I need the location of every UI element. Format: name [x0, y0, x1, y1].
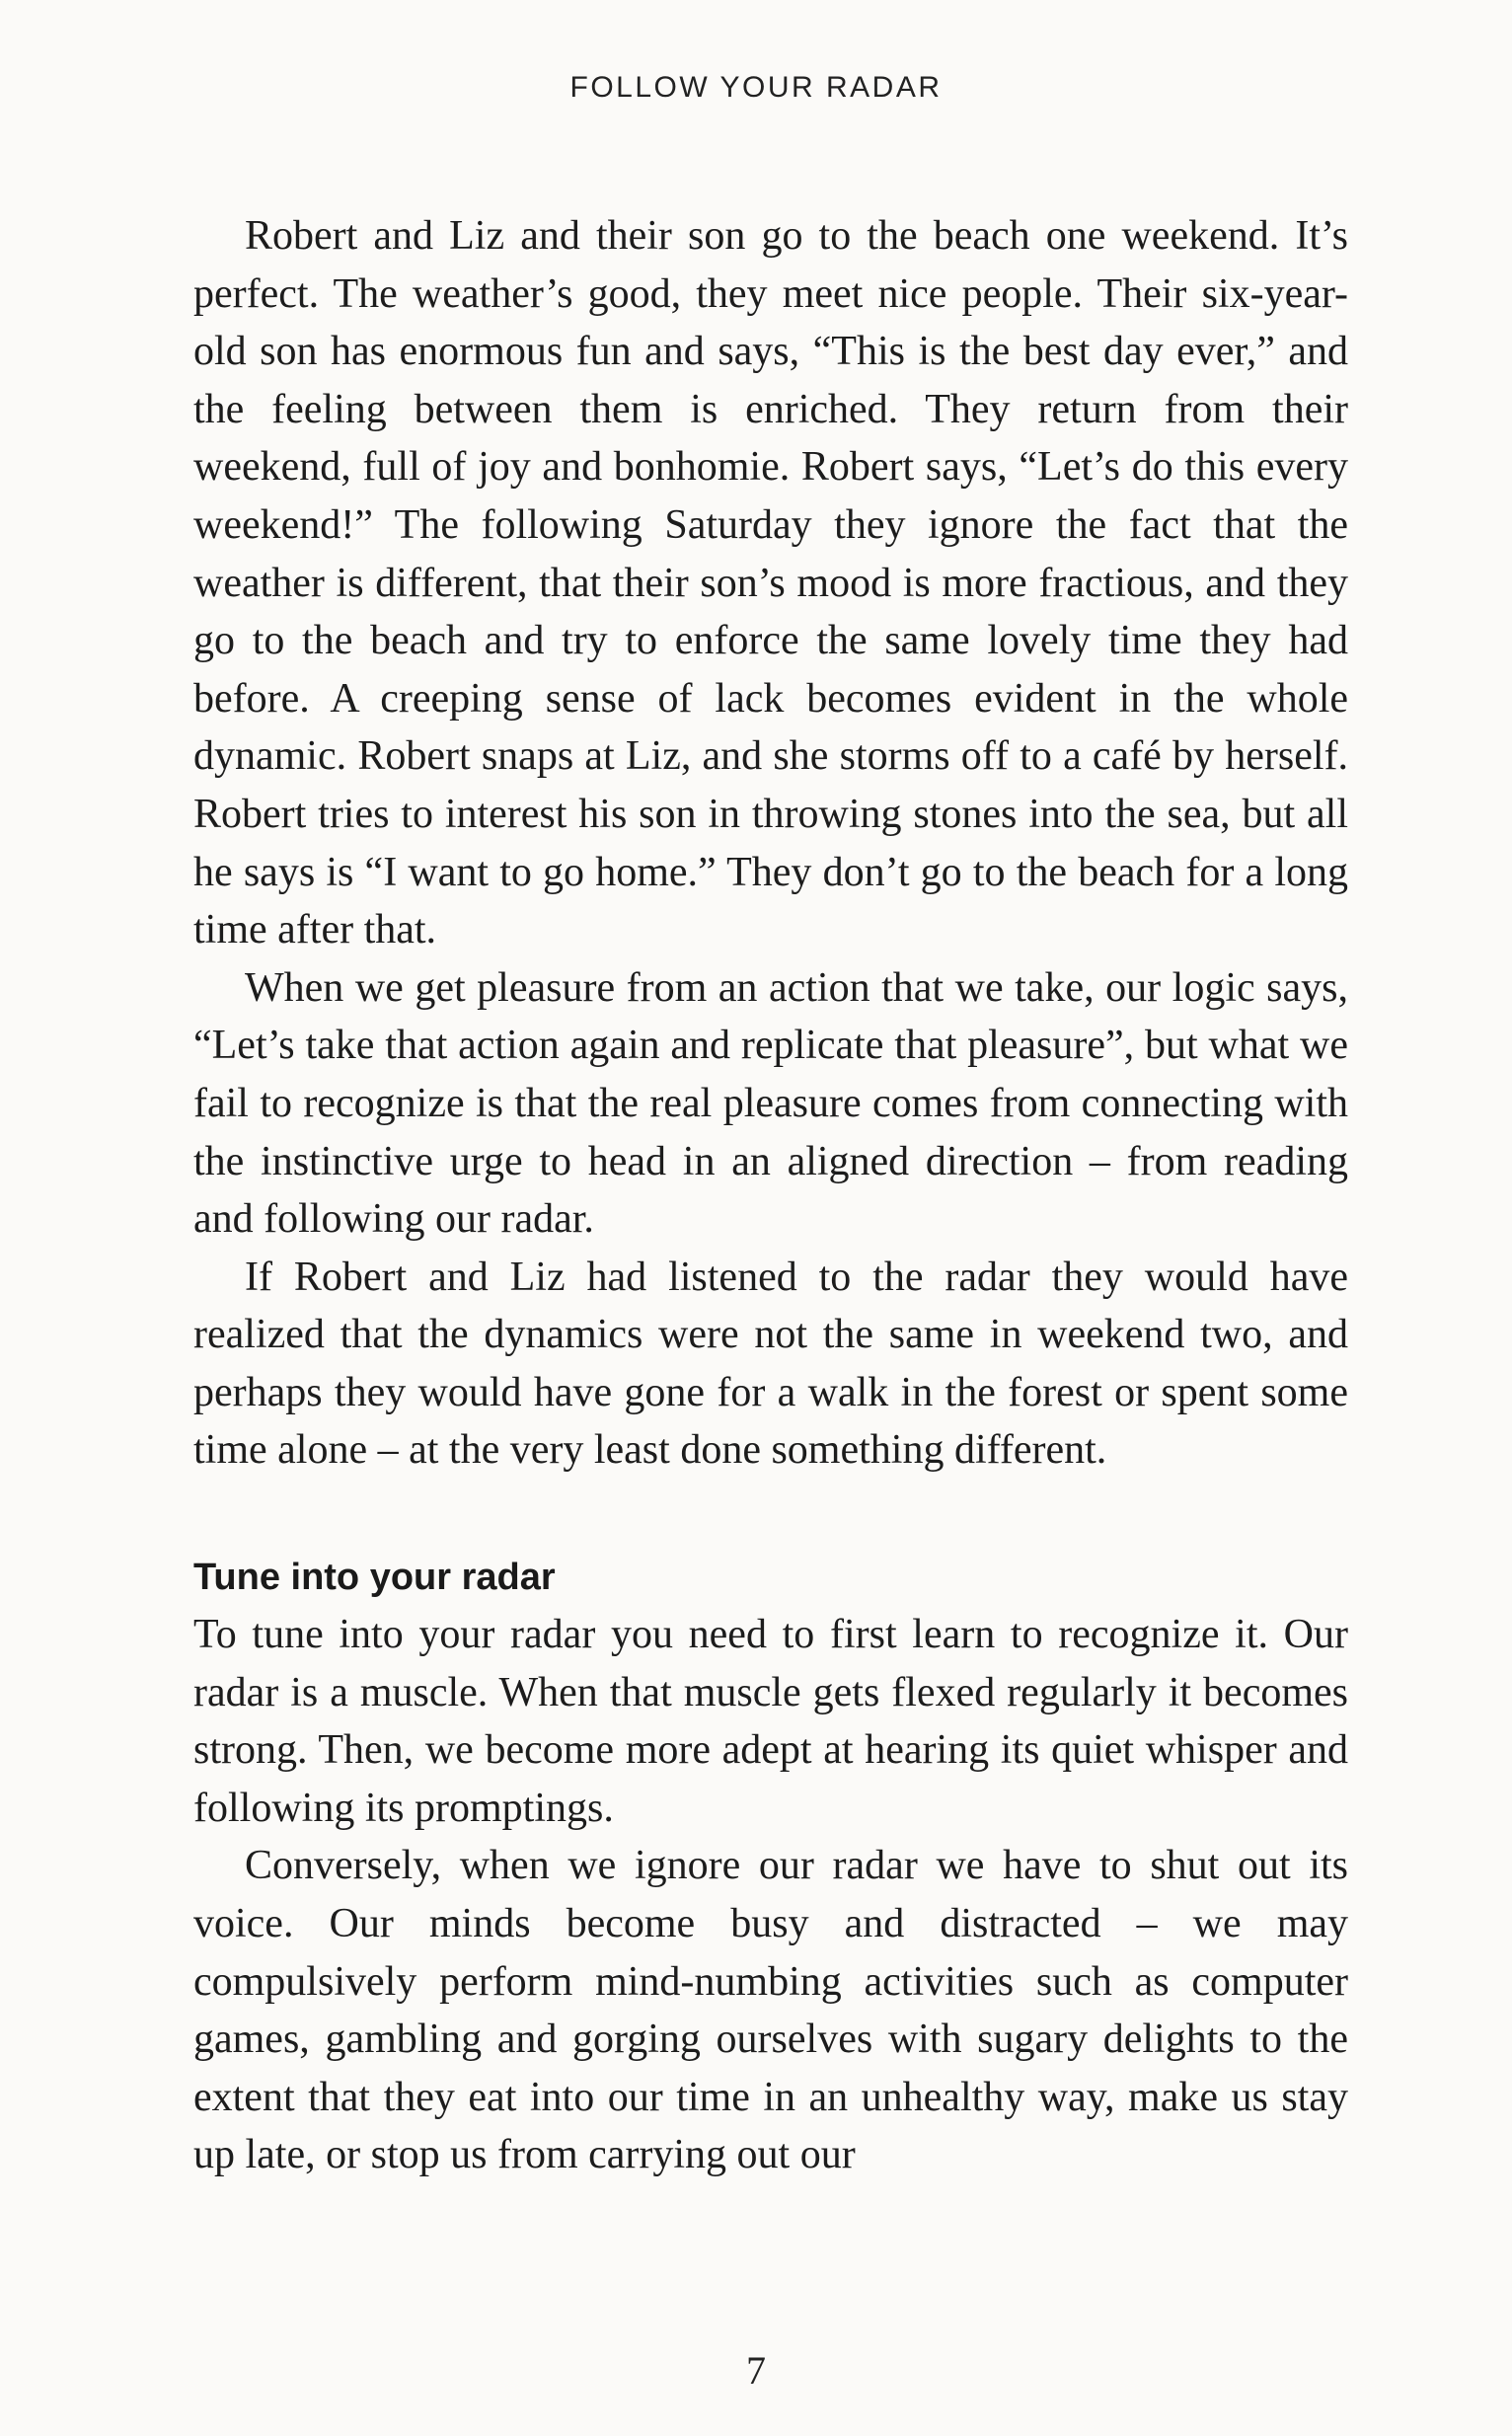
- page-number: 7: [746, 2348, 766, 2393]
- paragraph-beach-story: Robert and Liz and their son go to the beach one weekend. It’s perfect. The weather’s good, they meet nice people. Their six-year-old son has enormous fun and says, “This is the best day ever,” and the feeling between them is enriched. They return from their weekend, full of joy and bonhomie. Robert says, “Let’s do this every weekend!” The following Saturday they ignore the fact that the weather is different, that their son’s mood is more fractious, and they go to the beach and try to enforce the same lovely time they had before. A creeping sense of lack becomes evident in the whole dynamic. Robert snaps at Liz, and she storms off to a café by herself. Robert tries to interest his son in throwing stones into the sea, but all he says is “I want to go home.” They don’t go to the beach for a long time after that.: [193, 213, 1348, 953]
- section-heading: Tune into your radar: [193, 1557, 556, 1599]
- paragraph-tune-into-radar: To tune into your radar you need to first learn to recognize it. Our radar is a muscle. When that muscle gets flexed regularly it becomes strong. Then, we become more adept at hearing its quiet whisper and following its promptings.: [193, 1612, 1348, 1831]
- running-head: FOLLOW YOUR RADAR: [569, 71, 943, 104]
- body-text: [193, 207, 1348, 2184]
- paragraph-ignore-radar: Conversely, when we ignore our radar we have to shut out its voice. Our minds become busy and distracted – we may compulsively perform mind-numbing activities such as computer games, gambling and gorging ourselves with sugary delights to the extent that they eat into our time in an unhealthy way, make us stay up late, or stop us from carrying out our: [193, 1843, 1348, 2178]
- paragraph-pleasure-logic: When we get pleasure from an action that we take, our logic says, “Let’s take that action again and replicate that pleasure”, but what we fail to recognize is that the real pleasure comes from connecting with the instinctive urge to head in an aligned direction – from reading and following our radar.: [193, 964, 1348, 1243]
- paragraph-listened-to-radar: If Robert and Liz had listened to the radar they would have realized that the dynamics were not the same in weekend two, and perhaps they would have gone for a walk in the forest or spent some time alone – at the very least done something different.: [193, 1254, 1348, 1474]
